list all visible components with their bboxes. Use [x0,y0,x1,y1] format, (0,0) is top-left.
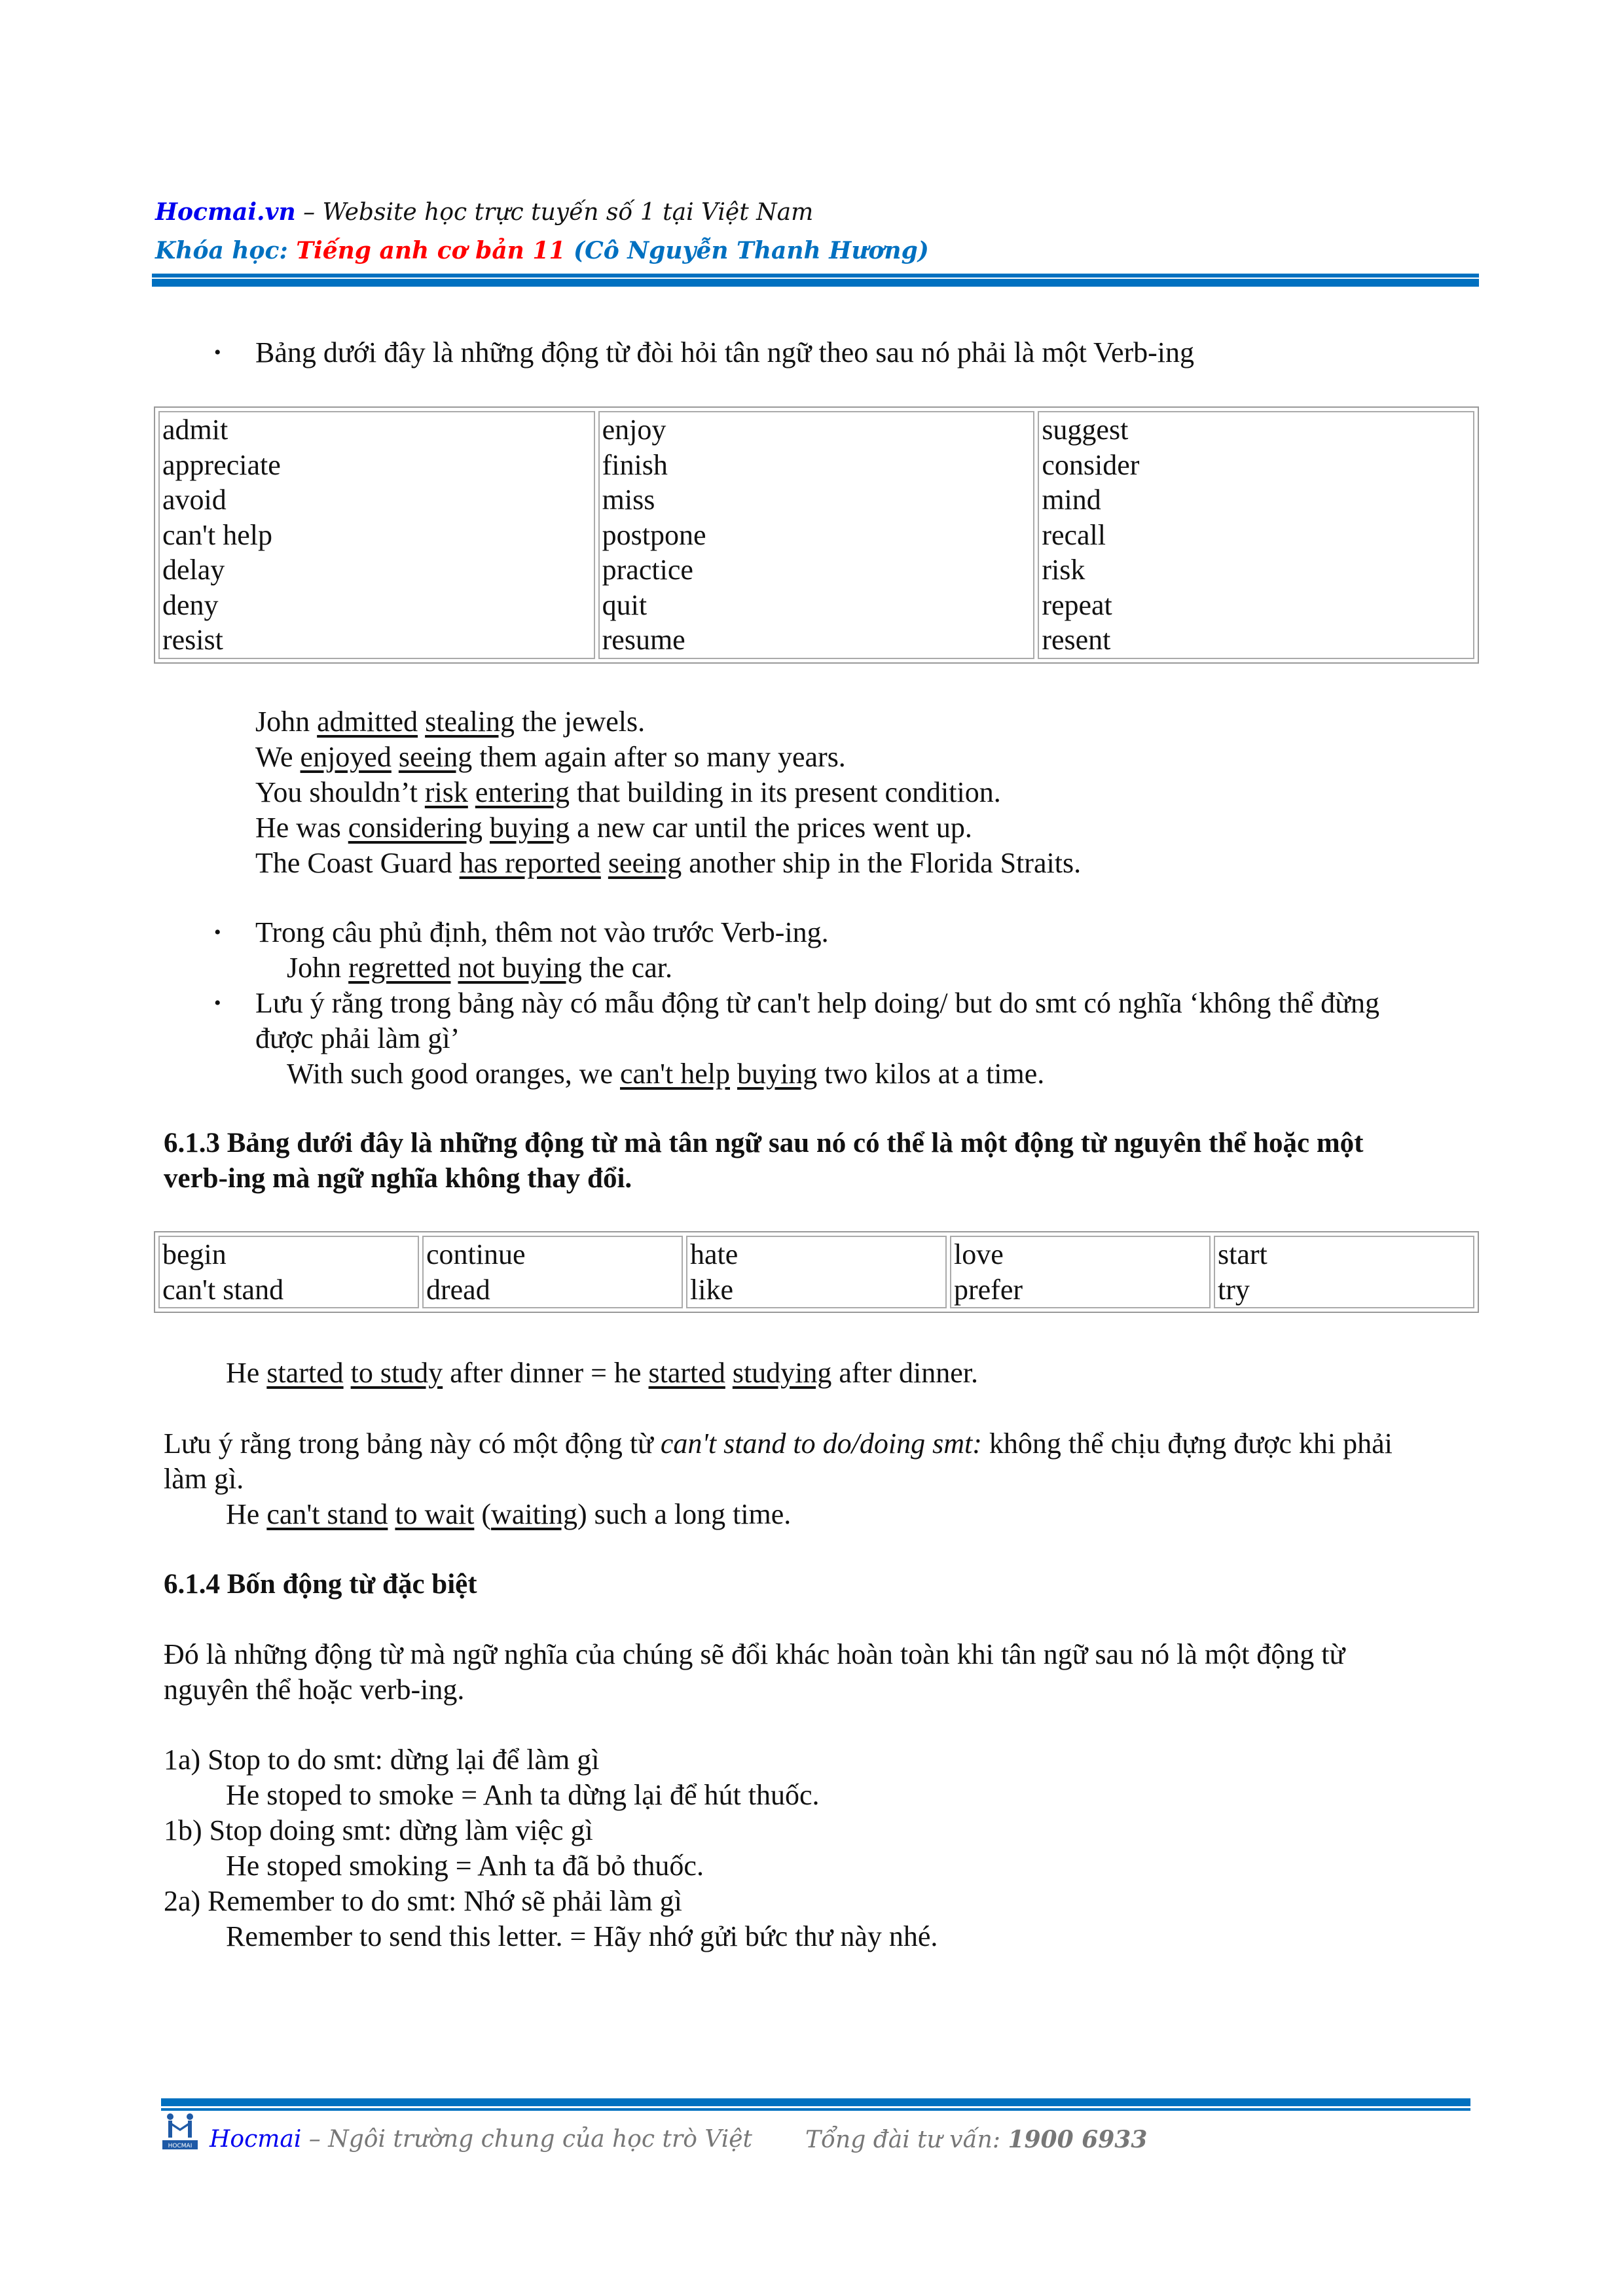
sentence-text: We [255,741,301,773]
table2-col-3 [686,1236,947,1308]
verb-cell: resent [1042,624,1111,656]
underlined-word: considering [348,812,483,844]
hocmai-logo-icon [161,2113,199,2151]
course-teacher: (Cô Nguyễn Thanh Hương) [565,237,929,264]
sentence-text: You shouldn’t [255,776,425,808]
hotline-number: 1900 6933 [1008,2126,1148,2153]
verb-cell: begin [162,1238,227,1270]
header-rule-thick [152,279,1479,287]
underlined-word: has reported [459,847,601,879]
note-cant-stand [164,1426,1393,1532]
example-sentence [287,950,1379,986]
sentence-text [725,1357,733,1389]
sentence-text [601,847,608,879]
footer-slogan: – Ngôi trường chung của học trò Việt [301,2126,752,2153]
verb-ing-table [154,406,1479,664]
verb-cell: finish [602,448,668,481]
heading-6-1-3: 6.1.3 Bảng dưới đây là những động từ mà tân ngữ sau nó có thể là một động từ nguyên thể hoặc một [164,1128,1364,1158]
heading-6-1-4: 6.1.4 Bốn động từ đặc biệt [164,1569,477,1600]
negative-text: Trong câu phủ định, thêm not vào trước Verb-ing. [255,916,829,948]
special-verbs-list [164,1742,938,1954]
underlined-word: buying [490,812,570,844]
underlined-word: to wait [395,1498,475,1530]
special-rule: 1b) Stop doing smt: dừng làm việc gì [164,1814,593,1846]
sentence-text [388,1498,395,1530]
underlined-word: can't help [620,1058,730,1090]
example-sentence [226,1355,978,1391]
sentence-text: them again after so many years. [472,741,846,773]
sentence-text: He [226,1357,267,1389]
underlined-word: seeing [398,741,473,773]
course-label: Khóa học: [155,237,297,264]
examples-verb-ing [255,704,1081,881]
verb-cell: enjoy [602,414,666,446]
para-text: Đó là những động từ mà ngữ nghĩa của chúng sẽ đổi khác hoàn toàn khi tân ngữ sau nó là một động từ [164,1638,1345,1670]
verb-cell: admit [162,414,228,446]
example-sentence [255,740,1081,775]
verb-cell: practice [602,554,693,586]
underlined-word: buying [737,1058,818,1090]
example-sentence [287,1056,1379,1092]
sentence-text: He was [255,812,348,844]
table2-col-2 [422,1236,683,1308]
underlined-word: waiting [491,1498,578,1530]
verb-cell: continue [426,1238,526,1270]
para-text: nguyên thể hoặc verb-ing. [164,1674,465,1706]
table1-col-2 [598,411,1035,659]
hotline-label: Tổng đài tư vấn: [805,2126,1008,2153]
underlined-word: to study [350,1357,443,1389]
verb-cell: can't help [162,518,272,551]
underlined-word: risk [424,776,468,808]
sentence-text: With such good oranges, we [287,1058,621,1090]
verb-cell: recall [1042,518,1106,551]
sentence-text: ( [474,1498,492,1530]
verb-cell: quit [602,588,647,621]
note-text: Lưu ý rằng trong bảng này có mẫu động từ can't help doing/ but do smt có nghĩa ‘không thể đừng [255,987,1379,1019]
verb-cell: consider [1042,448,1140,481]
sentence-text: another ship in the Florida Straits. [682,847,1082,879]
sentence-text [344,1357,351,1389]
note-text-cont: làm gì. [164,1463,244,1495]
underlined-word: stealing [425,706,515,738]
verb-cell: try [1218,1273,1250,1306]
special-rule: 1a) Stop to do smt: dừng lại để làm gì [164,1744,600,1776]
footer-text [210,2126,752,2153]
underlined-word: regretted [348,952,451,984]
sentence-text: The Coast Guard [255,847,460,879]
example-sentence [255,846,1081,881]
special-example: Remember to send this letter. = Hãy nhớ gửi bức thư này nhé. [226,1920,938,1952]
verb-cell: deny [162,588,219,621]
footer-rule-thick [161,2098,1470,2106]
verb-cell: resist [162,624,223,656]
verb-cell: start [1218,1238,1267,1270]
special-example: He stoped to smoke = Anh ta dừng lại để hút thuốc. [226,1779,820,1811]
sentence-text: John [255,706,318,738]
example-sentence [255,810,1081,846]
underlined-word: started [266,1357,344,1389]
sentence-text [483,812,490,844]
verb-cell: resume [602,624,685,656]
sentence-text: ) such a long time. [577,1498,792,1530]
sentence-text [418,706,425,738]
verb-cell: delay [162,554,225,586]
verb-cell: like [690,1273,733,1306]
underlined-word: studying [732,1357,832,1389]
header-line-1 [155,198,813,226]
sentence-text: two kilos at a time. [817,1058,1045,1090]
note-text: Lưu ý rằng trong bảng này có một động từ [164,1427,661,1460]
para-6-1-4 [164,1637,1345,1708]
sentence-text: He [226,1498,267,1530]
sentence-text [450,952,458,984]
underlined-word: enjoyed [300,741,392,773]
table2-col-1 [158,1236,419,1308]
underlined-word: can't stand [266,1498,388,1530]
sentence-text: John [287,952,349,984]
example-sentence [255,775,1081,810]
sentence-text: after dinner = he [443,1357,649,1389]
special-example: He stoped smoking = Anh ta đã bỏ thuốc. [226,1850,704,1882]
verb-cell: repeat [1042,588,1112,621]
section-6-1-3 [164,1126,1364,1196]
verb-cell: hate [690,1238,739,1270]
sentence-text [392,741,399,773]
svg-text:HOCMAI: HOCMAI [168,2143,192,2149]
heading-6-1-3-cont: verb-ing mà ngữ nghĩa không thay đổi. [164,1163,632,1194]
course-name: Tiếng anh cơ bản 11 [296,237,566,264]
verb-cell: mind [1042,484,1101,516]
table1-col-1 [158,411,595,659]
verb-cell: love [954,1238,1004,1270]
footer-hotline [805,2126,1147,2153]
underlined-word: seeing [608,847,682,879]
header-rule-thin [152,274,1479,278]
intro-text: Bảng dưới đây là những động từ đòi hỏi tân ngữ theo sau nó phải là một Verb-ing [255,336,1194,368]
underlined-word: admitted [317,706,418,738]
table2-col-5 [1214,1236,1474,1308]
verb-cell: dread [426,1273,490,1306]
sentence-text: a new car until the prices went up. [570,812,972,844]
header-line-2 [155,237,929,264]
table1-col-3 [1038,411,1474,659]
example-sentence [255,704,1081,740]
underlined-word: not buying [458,952,582,984]
infinitive-or-ing-table [154,1231,1479,1313]
sentence-text: after dinner. [831,1357,978,1389]
special-rule: 2a) Remember to do smt: Nhớ sẽ phải làm gì [164,1885,682,1917]
negative-bullet: • Trong câu phủ định, thêm not vào trước Verb-ing. John regretted not buying the car. • Lưu ý rằng trong bảng này có mẫu động từ can't help doing/ but do smt có nghĩa ‘không thể đừng được phải làm gì’ With such good oranges, we can't help buying two kilos at a time. [255,915,1379,1092]
verb-cell: postpone [602,518,706,551]
intro-bullet: • Bảng dưới đây là những động từ đòi hỏi tân ngữ theo sau nó phải là một Verb-ing [214,336,1194,368]
verb-cell: risk [1042,554,1085,586]
sentence-text: that building in its present condition. [569,776,1001,808]
footer-rule-thin [161,2108,1470,2111]
note-pattern: can't stand to do/doing smt: [660,1427,982,1460]
site-tagline: – Website học trực tuyến số 1 tại Việt Nam [295,199,814,226]
footer-brand: Hocmai [210,2126,302,2153]
verb-cell: appreciate [162,448,281,481]
example-sentence [226,1497,1393,1532]
note-text-cont: được phải làm gì’ [255,1022,460,1054]
site-name: Hocmai.vn [155,198,296,226]
sentence-text [730,1058,737,1090]
sentence-text: the car. [581,952,672,984]
underlined-word: entering [475,776,570,808]
verb-cell: suggest [1042,414,1129,446]
underlined-word: started [648,1357,725,1389]
sentence-text: the jewels. [514,706,646,738]
verb-cell: can't stand [162,1273,284,1306]
note-text: không thể chịu đựng được khi phải [981,1427,1393,1460]
verb-cell: prefer [954,1273,1023,1306]
sentence-text [468,776,475,808]
verb-cell: miss [602,484,655,516]
verb-cell: avoid [162,484,227,516]
table2-col-4 [950,1236,1211,1308]
